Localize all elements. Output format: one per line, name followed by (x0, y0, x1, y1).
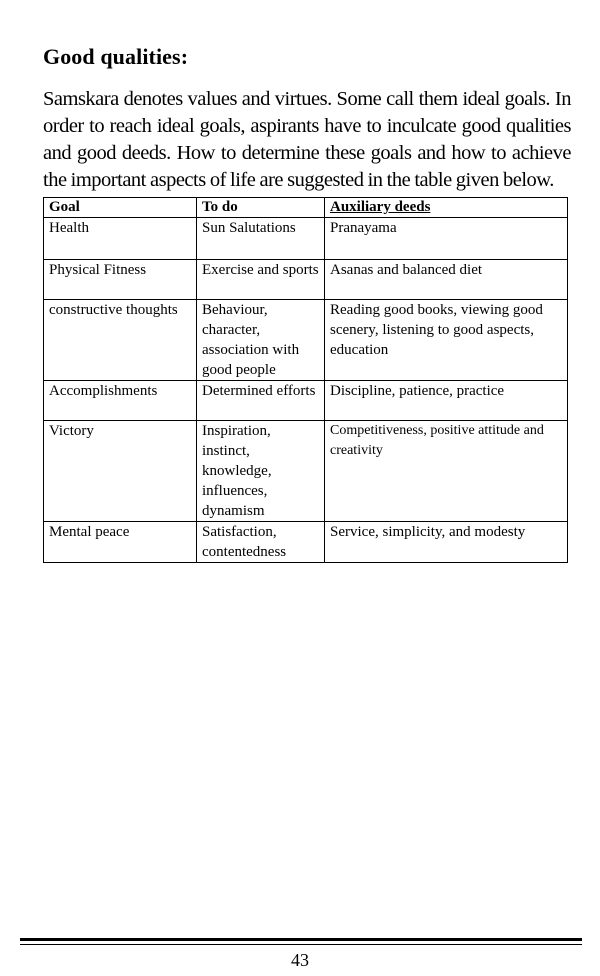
table-row (44, 260, 568, 300)
page-number: 43 (291, 950, 309, 970)
header-goal: Goal (44, 198, 197, 218)
table-header-row (44, 198, 568, 218)
header-todo: To do (197, 198, 325, 218)
header-auxiliary-deeds: Auxiliary deeds (325, 198, 568, 218)
goal-cell: Victory (44, 421, 197, 522)
aux-cell: Discipline, patience, practice (325, 381, 568, 421)
table-row (44, 300, 568, 381)
table-row (44, 522, 568, 563)
goal-cell: Accomplishments (44, 381, 197, 421)
todo-cell: Inspiration, instinct, knowledge, influences, dynamism (197, 421, 325, 522)
todo-cell: Exercise and sports (197, 260, 325, 300)
goal-cell: Health (44, 218, 197, 260)
todo-cell: Behaviour, character, association with good people (197, 300, 325, 381)
goal-cell: Physical Fitness (44, 260, 197, 300)
todo-cell: Satisfaction, contentedness (197, 522, 325, 563)
footer-rule-thin (20, 944, 582, 945)
footer-rule-thick (20, 938, 582, 941)
table-row (44, 218, 568, 260)
qualities-table (43, 197, 568, 563)
goal-cell: Mental peace (44, 522, 197, 563)
todo-cell: Sun Salutations (197, 218, 325, 260)
aux-cell: Reading good books, viewing good scenery, listening to good aspects, education (325, 300, 568, 381)
intro-paragraph: Samskara denotes values and virtues. Some call them ideal goals. In order to reach ideal goals, aspirants have to inculcate good qualities and good deeds. How to determine these goals and how to achieve the important aspects of life are suggested in the table given below. (43, 88, 571, 191)
aux-cell: Pranayama (325, 218, 568, 260)
aux-cell: Service, simplicity, and modesty (325, 522, 568, 563)
section-heading: Good qualities: (43, 44, 189, 69)
table-row (44, 421, 568, 522)
aux-cell: Asanas and balanced diet (325, 260, 568, 300)
todo-cell: Determined efforts (197, 381, 325, 421)
aux-cell: Competitiveness, positive attitude and creativity (325, 421, 568, 522)
table-row (44, 381, 568, 421)
goal-cell: constructive thoughts (44, 300, 197, 381)
